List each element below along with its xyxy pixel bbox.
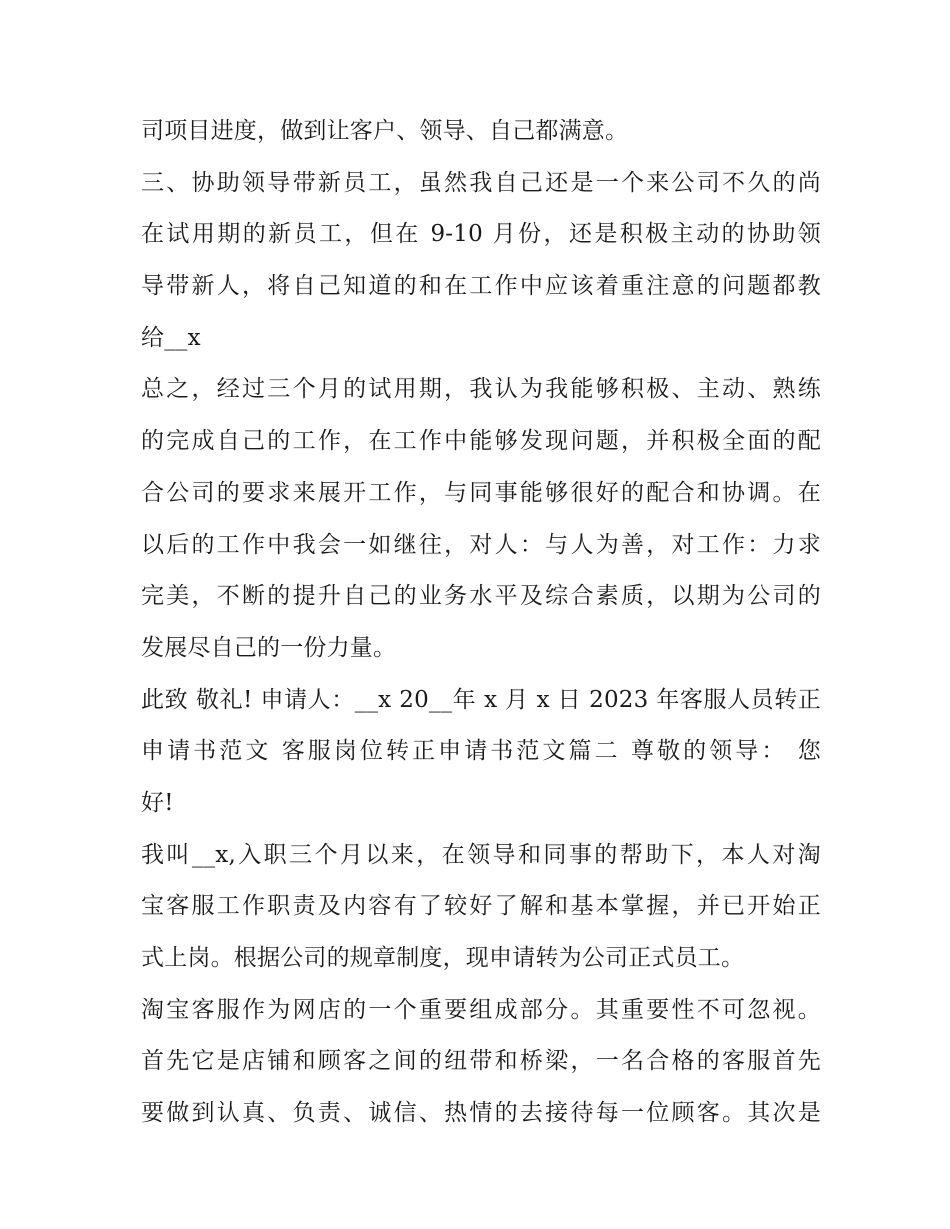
text-line: 好! [141,789,174,816]
text-line: 导带新人，将自己知道的和在工作中应该着重注意的问题都教 [141,273,821,300]
text-line: 完美，不断的提升自己的业务水平及综合素质，以期为公司的 [141,583,821,610]
text-line: 的完成自己的工作，在工作中能够发现问题，并积极全面的配 [141,428,821,455]
text-line: 总之，经过三个月的试用期，我认为我能够积极、主动、熟练 [141,376,821,403]
text-line: 要做到认真、负责、诚信、热情的去接待每一位顾客。其次是 [141,1100,821,1127]
text-line: 以后的工作中我会一如继往，对人：与人为善，对工作：力求 [141,531,821,558]
text-line: 合公司的要求来展开工作，与同事能够很好的配合和协调。在 [141,479,821,506]
text-line: 三、协助领导带新员工，虽然我自己还是一个来公司不久的尚 [141,169,821,196]
text-line: 司项目进度，做到让客户、领导、自己都满意。 [141,118,629,144]
text-line: 首先它是店铺和顾客之间的纽带和桥梁，一名合格的客服首先 [141,1048,821,1075]
text-line: 此致 敬礼! 申请人：__x 20__年 x 月 x 日 2023 年客服人员转正 [141,686,821,713]
text-line: 淘宝客服作为网店的一个重要组成部分。其重要性不可忽视。 [141,996,821,1023]
text-line: 我叫__x,入职三个月以来，在领导和同事的帮助下，本人对淘 [141,841,821,868]
text-line: 在试用期的新员工，但在 9-10 月份，还是积极主动的协助领 [141,221,821,248]
text-line: 宝客服工作职责及内容有了较好了解和基本掌握，并已开始正 [141,893,821,920]
text-line: 给__x [141,324,201,351]
text-line: 发展尽自己的一份力量。 [141,634,397,661]
body-text [141,106,821,1140]
text-line: 申请书范文 客服岗位转正申请书范文篇二 尊敬的领导： 您 [141,738,821,765]
text-line: 式上岗。根据公司的规章制度，现申请转为公司正式员工。 [141,945,745,971]
